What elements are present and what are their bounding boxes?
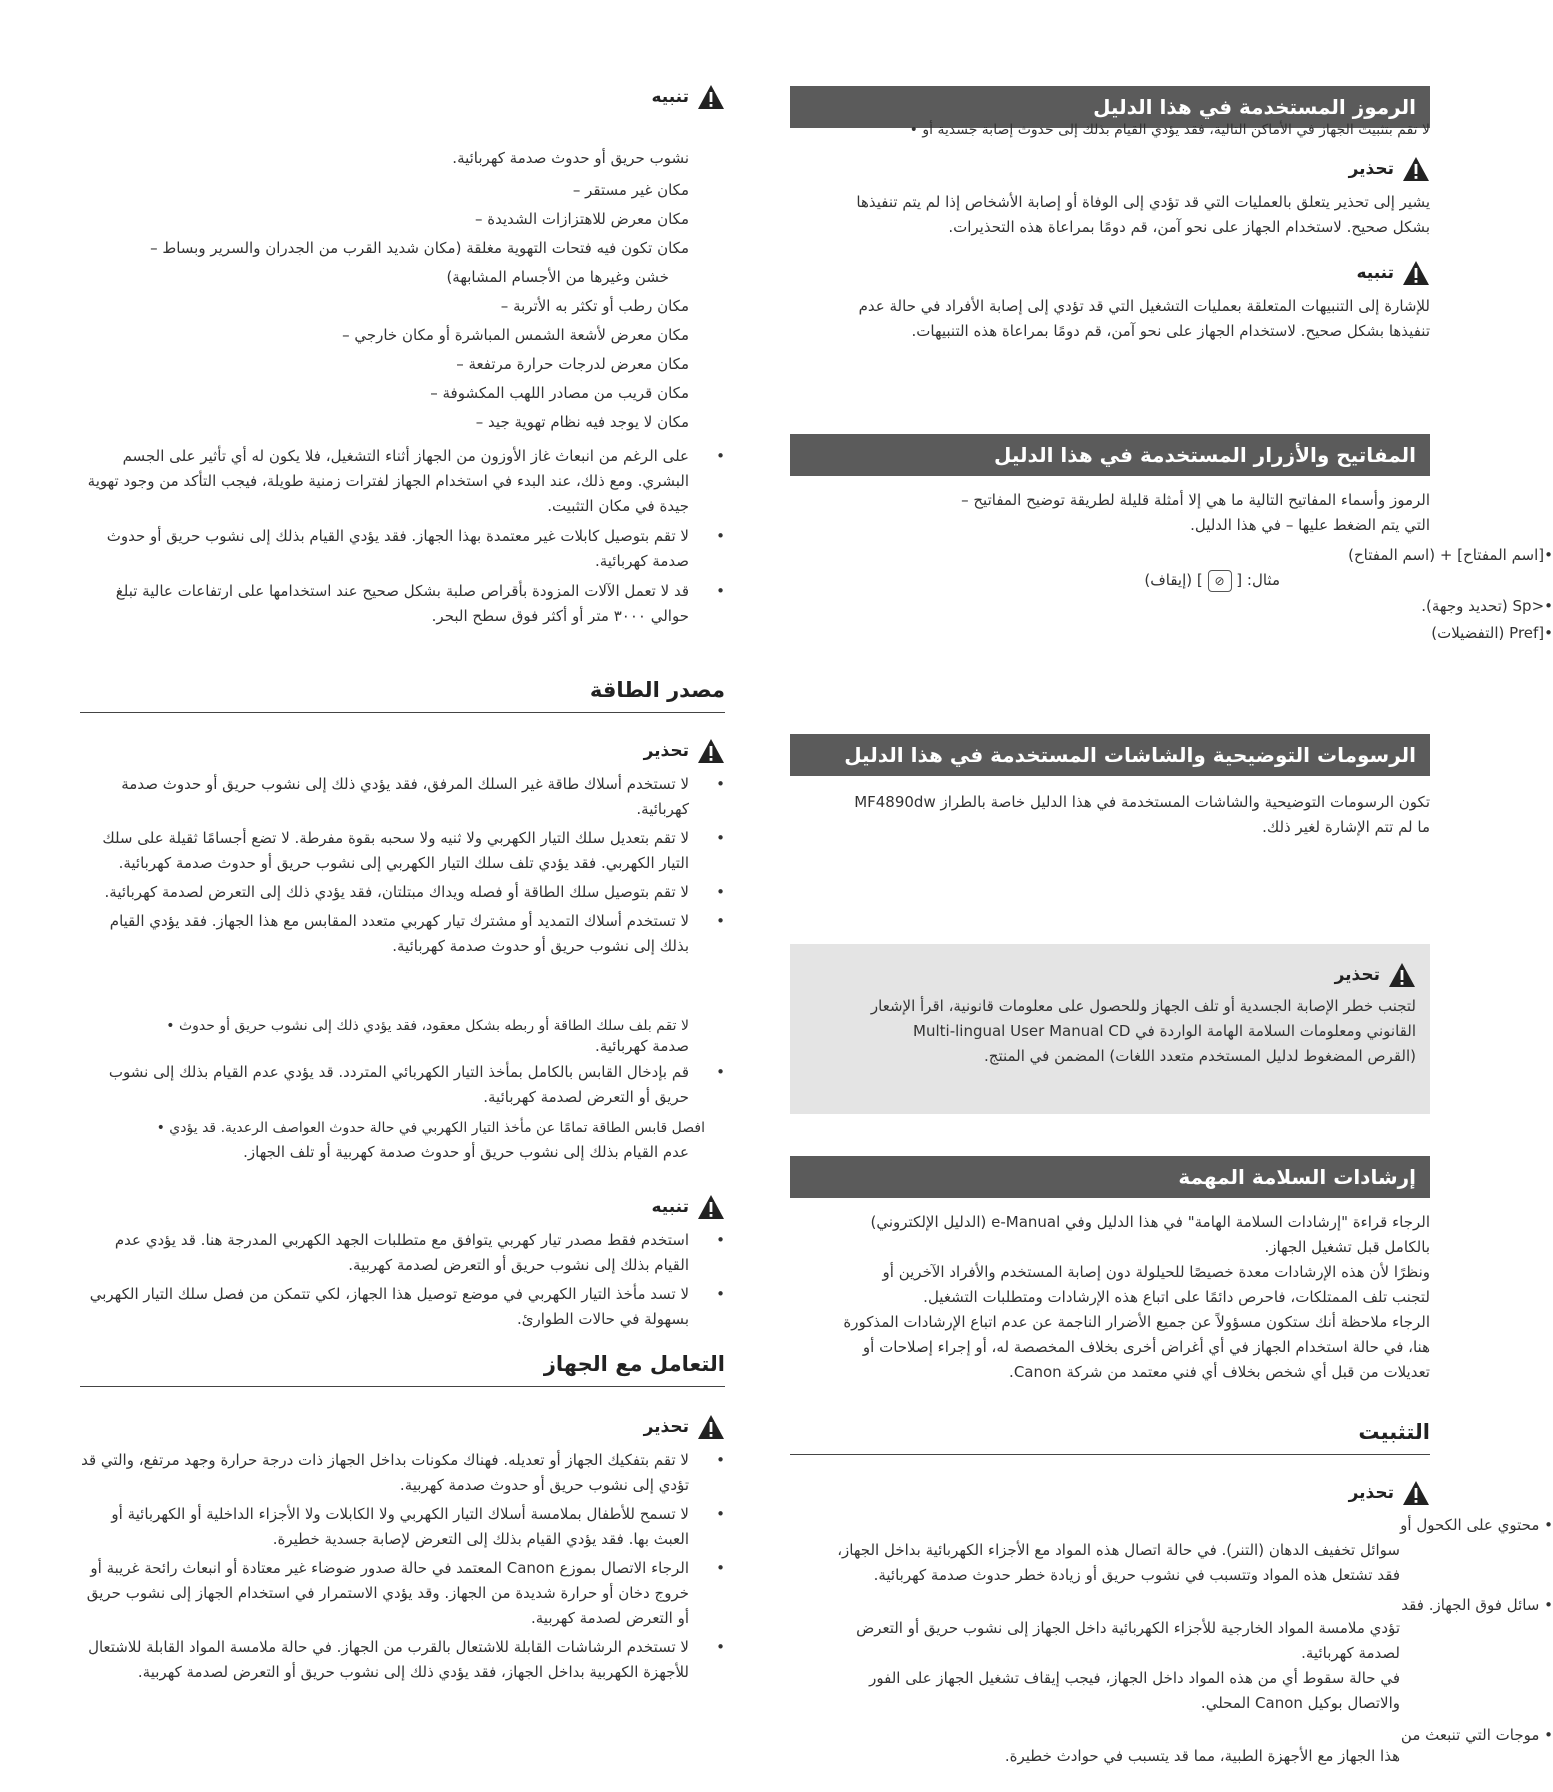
text-line: والاتصال بوكيل Canon المحلي. <box>1200 1694 1400 1712</box>
safety-description <box>790 1210 1430 1385</box>
text-line: لتجنب خطر الإصابة الجسدية أو تلف الجهاز وللحصول على معلومات قانونية، اقرأ الإشعار <box>870 997 1416 1015</box>
section-title-keys: المفاتيح والأزرار المستخدمة في هذا الدليل <box>790 434 1430 476</box>
warning-triangle-icon <box>697 1194 725 1220</box>
left-intro: نشوب حريق أو حدوث صدمة كهربائية. <box>452 149 689 167</box>
edge-text-pref: •[Pref (التفضيلات) <box>1431 624 1553 642</box>
example-prefix: مثال: [ <box>1236 571 1280 589</box>
text-line: لتجنب تلف الممتلكات، فاحرص دائمًا على اتباع هذه الإرشادات ومتطلبات التشغيل. <box>923 1288 1430 1306</box>
list-item: • لا تستخدم الرشاشات القابلة للاشتعال بالقرب من الجهاز. في حالة ملامسة المواد القابلة للاشتعال للأجهزة الكهربية بداخل الجهاز، فقد يؤدي ذلك إلى نشوب حريق أو التعرض لصدمة كهربية. <box>80 1635 725 1685</box>
text-line: فقد تشتعل هذه المواد وتتسبب في نشوب حريق أو زيادة خطر حدوث صدمة كهربائية. <box>873 1566 1400 1584</box>
install-para-1 <box>790 1538 1430 1588</box>
warning-triangle-icon <box>1402 260 1430 286</box>
text-line: ما لم تتم الإشارة لغير ذلك. <box>1262 818 1430 836</box>
list-item: • لا تسد مأخذ التيار الكهربي في موضع توصيل هذا الجهاز، لكي تتمكن من فصل سلك التيار الكهربي بسهولة في حالات الطوارئ. <box>80 1282 725 1332</box>
list-item: • لا تقم بتوصيل كابلات غير معتمدة بهذا الجهاز. فقد يؤدي القيام بذلك إلى نشوب حريق أو حدوث صدمة كهربائية. <box>80 524 725 574</box>
handling-warning-label <box>80 1414 725 1440</box>
list-item: مكان قريب من مصادر اللهب المكشوفة – <box>430 384 689 402</box>
section-title-illustrations: الرسومات التوضيحية والشاشات المستخدمة في هذا الدليل <box>790 734 1430 776</box>
example-suffix: ] (إيقاف) <box>1144 571 1203 589</box>
text-line: تنفيذها بشكل صحيح. لاستخدام الجهاز على نحو آمن، قم دومًا بمراعاة هذه التنبيهات. <box>911 322 1430 340</box>
power-warning-text: تحذير <box>643 741 689 761</box>
left-bullets-1 <box>80 444 725 629</box>
list-item: مكان لا يوجد فيه نظام تهوية جيد – <box>475 413 689 431</box>
overlap-line: لا تقم بتثبيت الجهاز في الأماكن التالية، فقد يؤدي القيام بذلك إلى حدوث إصابة جسدية أو • <box>909 122 1430 138</box>
install-warning-text: تحذير <box>1348 1483 1394 1503</box>
left-caution-label <box>80 84 725 110</box>
text-line: الرجاء ملاحظة أنك ستكون مسؤولاً عن جميع الأضرار الناجمة عن عدم اتباع الإرشادات المذكورة <box>843 1313 1430 1331</box>
text-line: بالكامل قبل تشغيل الجهاز. <box>1264 1238 1430 1256</box>
list-item: مكان رطب أو تكثر به الأتربة – <box>500 297 689 315</box>
list-item: مكان معرض للاهتزازات الشديدة – <box>475 210 689 228</box>
list-item: • لا تسمح للأطفال بملامسة أسلاك التيار الكهربي ولا الكابلات ولا الأجزاء الداخلية أو الكهربائية أو العبث بها. فقد يؤدي القيام بذلك إلى التعرض لإصابة جسدية خطيرة. <box>80 1502 725 1552</box>
section-title-power: مصدر الطاقة <box>80 678 725 713</box>
power-caution-text: تنبيه <box>651 1197 689 1217</box>
warning-triangle-icon <box>697 1414 725 1440</box>
keys-description <box>790 488 1430 538</box>
list-item: • الرجاء الاتصال بموزع Canon المعتمد في حالة صدور ضوضاء غير معتادة أو انبعاث رائحة غريبة أو خروج دخان أو حرارة شديدة من الجهاز. وقد يؤدي الاستمرار في استخدام الجهاز إلى نشوب حريق أو التعرض لصدمة كهربية. <box>80 1556 725 1631</box>
text-line: الرموز وأسماء المفاتيح التالية ما هي إلا أمثلة قليلة لطريقة توضيح المفاتيح – <box>961 491 1430 509</box>
warning-label <box>790 156 1430 182</box>
list-item: • استخدم فقط مصدر تيار كهربي يتوافق مع متطلبات الجهد الكهربي المدرجة هنا. قد يؤدي عدم القيام بذلك إلى نشوب حريق أو التعرض لصدمة كهربية. <box>80 1228 725 1278</box>
warning-label-text: تحذير <box>1348 159 1394 179</box>
text-line: القانوني ومعلومات السلامة الهامة الواردة في Multi-lingual User Manual CD <box>913 1022 1416 1040</box>
text-line: (القرص المضغوط لدليل المستخدم متعدد اللغات) المضمن في المنتج. <box>984 1047 1416 1065</box>
caution-description <box>790 294 1430 344</box>
power-caution-label <box>80 1194 725 1220</box>
install-para-3: هذا الجهاز مع الأجهزة الطبية، مما قد يتسبب في حوادث خطيرة. <box>1004 1747 1400 1765</box>
section-title-safety: إرشادات السلامة المهمة <box>790 1156 1430 1198</box>
box-overlap-line: لا تقم بلف سلك الطاقة أو ربطه بشكل معقود، فقد يؤدي ذلك إلى نشوب حريق أو حدوث • <box>166 1018 689 1034</box>
install-warning-label <box>790 1480 1430 1506</box>
text-line: يشير إلى تحذير يتعلق بالعمليات التي قد تؤدي إلى الوفاة أو إصابة الأشخاص إذا لم يتم تنفيذها <box>856 193 1430 211</box>
list-item: • قم بإدخال القابس بالكامل بمأخذ التيار الكهربائي المتردد. قد يؤدي عدم القيام بذلك إلى نشوب حريق أو التعرض لصدمة كهربائية. <box>80 1060 725 1110</box>
list-item: مكان معرض لأشعة الشمس المباشرة أو مكان خارجي – <box>342 326 689 344</box>
section-title-handling: التعامل مع الجهاز <box>80 1352 725 1387</box>
edge-text-specify: •<Sp (تحديد وجهة). <box>1421 597 1553 615</box>
text-line: في حالة سقوط أي من هذه المواد داخل الجهاز، فيجب إيقاف تشغيل الجهاز على الفور <box>869 1669 1400 1687</box>
list-item: • لا تستخدم أسلاك طاقة غير السلك المرفق، فقد يؤدي ذلك إلى نشوب حريق أو حدوث صدمة كهربائية. <box>80 772 725 822</box>
list-item: • لا تقم بتعديل سلك التيار الكهربي ولا ثنيه ولا سحبه بقوة مفرطة. لا تضع أجسامًا ثقيلة على سلك التيار الكهربي. فقد يؤدي تلف سلك التيار الكهربي إلى نشوب حريق أو حدوث صدمة كهربائية. <box>80 826 725 876</box>
power-bullets <box>80 772 725 959</box>
power-cont: صدمة كهربائية. <box>594 1037 689 1055</box>
text-line: سوائل تخفيف الدهان (التنر). في حالة اتصال هذه المواد مع الأجزاء الكهربائية بداخل الجهاز، <box>837 1541 1400 1559</box>
text-line: تعديلات من قبل أي شخص بخلاف أي فني معتمد من شركة Canon. <box>1009 1363 1430 1381</box>
notice-box <box>790 944 1430 1114</box>
list-item: • على الرغم من انبعاث غاز الأوزون من الجهاز أثناء التشغيل، فلا يكون له أي تأثير على الجسم البشري. ومع ذلك، عند البدء في استخدام الجهاز لفترات زمنية طويلة، فيجب التأكد من وجود تهوية جيدة في مكان التثبيت. <box>80 444 725 519</box>
unplug-cont: عدم القيام بذلك إلى نشوب حريق أو حدوث صدمة كهربية أو تلف الجهاز. <box>243 1143 689 1161</box>
illustrations-description <box>790 790 1430 840</box>
install-para-2 <box>790 1616 1430 1716</box>
handling-warning-text: تحذير <box>643 1417 689 1437</box>
text-line: تكون الرسومات التوضيحية والشاشات المستخدمة في هذا الدليل خاصة بالطراز MF4890dw <box>854 793 1430 811</box>
power-warning-label <box>80 738 725 764</box>
edge-text-alcohol: • محتوي على الكحول أو <box>1400 1516 1553 1534</box>
list-item: مكان غير مستقر – <box>572 181 689 199</box>
caution-label <box>790 260 1430 286</box>
edge-text-key-name: •[اسم المفتاح] + (اسم المفتاح) <box>1348 546 1553 564</box>
power-caution-bullets <box>80 1228 725 1332</box>
power-bullets-2 <box>80 1060 725 1110</box>
box-warning-label <box>1335 962 1416 988</box>
warning-triangle-icon <box>697 738 725 764</box>
unplug-line: افصل قابس الطاقة تمامًا عن مأخذ التيار الكهربي في حالة حدوث العواصف الرعدية. قد يؤدي • <box>156 1120 705 1136</box>
box-warning-text: تحذير <box>1334 965 1380 985</box>
text-line: بشكل صحيح. لاستخدام الجهاز على نحو آمن، قم دومًا بمراعاة هذه التحذيرات. <box>948 218 1430 236</box>
text-line: للإشارة إلى التنبيهات المتعلقة بعمليات التشغيل التي قد تؤدي إلى إصابة الأفراد في حالة عدم <box>858 297 1430 315</box>
list-item: • لا تقم بتوصيل سلك الطاقة أو فصله ويداك مبتلتان، فقد يؤدي ذلك إلى التعرض لصدمة كهربائية. <box>80 880 725 905</box>
text-line: تؤدي ملامسة المواد الخارجية للأجزاء الكهربائية داخل الجهاز إلى نشوب حريق أو التعرض <box>856 1619 1400 1637</box>
warning-triangle-icon <box>697 84 725 110</box>
list-item: • لا تقم بتفكيك الجهاز أو تعديله. فهناك مكونات بداخل الجهاز ذات درجة حرارة وجهد مرتفع، والتي قد تؤدي إلى نشوب حريق أو حدوث صدمة كهربية. <box>80 1448 725 1498</box>
section-title-symbols: الرموز المستخدمة في هذا الدليل <box>790 86 1430 128</box>
caution-label-text: تنبيه <box>1356 263 1394 283</box>
list-item: • قد لا تعمل الآلات المزودة بأقراص صلبة بشكل صحيح عند استخدامها على ارتفاعات عالية تبلغ حوالي ٣٠٠٠ متر أو أكثر فوق سطح البحر. <box>80 579 725 629</box>
edge-text-waves: • موجات التي تنبعث من <box>1400 1726 1553 1744</box>
text-line: ونظرًا لأن هذه الإرشادات معدة خصيصًا للحيلولة دون إصابة المستخدم والأفراد الآخرين أو <box>882 1263 1430 1281</box>
left-caution-text: تنبيه <box>651 87 689 107</box>
box-text <box>804 994 1416 1069</box>
text-line: هنا، في حالة استخدام الجهاز في أي أغراض أخرى بخلاف المخصصة له، أو إجراء إصلاحات أو <box>862 1338 1430 1356</box>
warning-triangle-icon <box>1402 1480 1430 1506</box>
keys-example <box>790 568 1430 593</box>
edge-text-liquid: • سائل فوق الجهاز. فقد <box>1401 1596 1553 1614</box>
stop-key-icon: ⊘ <box>1208 570 1232 592</box>
list-item: خشن وغيرها من الأجسام المشابهة) <box>446 268 669 286</box>
text-line: الرجاء قراءة "إرشادات السلامة الهامة" في هذا الدليل وفي e-Manual (الدليل الإلكتروني) <box>870 1213 1430 1231</box>
place-list <box>80 176 725 437</box>
handling-bullets <box>80 1448 725 1685</box>
warning-description <box>790 190 1430 240</box>
section-title-install: التثبيت <box>790 1420 1430 1455</box>
warning-triangle-icon <box>1388 962 1416 988</box>
warning-triangle-icon <box>1402 156 1430 182</box>
list-item: مكان تكون فيه فتحات التهوية مغلقة (مكان شديد القرب من الجدران والسرير وبساط – <box>150 239 689 257</box>
list-item: مكان معرض لدرجات حرارة مرتفعة – <box>456 355 689 373</box>
text-line: لصدمة كهربائية. <box>1301 1644 1400 1662</box>
text-line: التي يتم الضغط عليها – في هذا الدليل. <box>1190 516 1430 534</box>
list-item: • لا تستخدم أسلاك التمديد أو مشترك تيار كهربي متعدد المقابس مع هذا الجهاز. فقد يؤدي القيام بذلك إلى نشوب حريق أو حدوث صدمة كهربائية. <box>80 909 725 959</box>
